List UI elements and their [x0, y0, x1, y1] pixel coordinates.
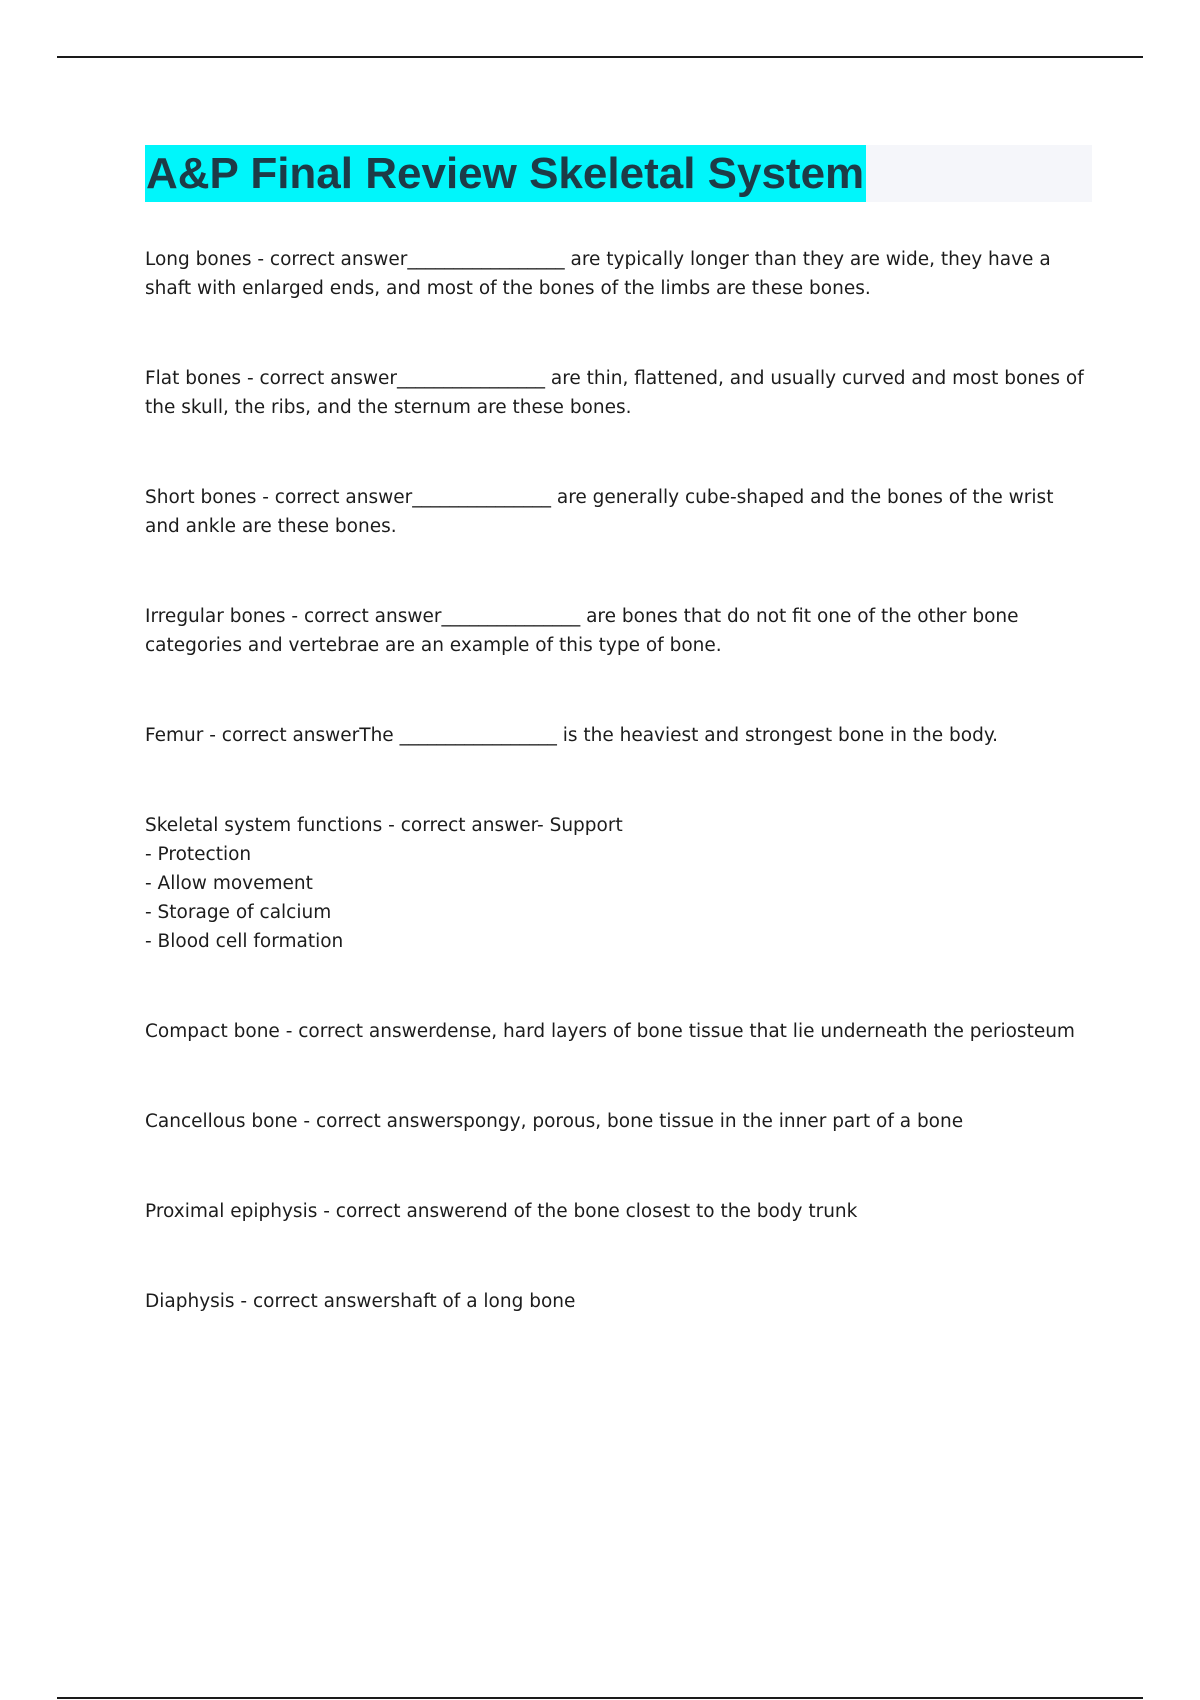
qa-entry-diaphysis [145, 1287, 1090, 1316]
entry-text: Long bones - correct answer_________________ are typically longer than they are wide, they have a shaft with enlarged ends, and most of the bones of the limbs are these bones. [145, 249, 1051, 299]
qa-entry-proximal-epiphysis [145, 1197, 1090, 1226]
entry-text: Diaphysis - correct answershaft of a long bone [145, 1291, 576, 1312]
function-item: - Protection [145, 844, 252, 865]
page-title: A&P Final Review Skeletal System [145, 145, 866, 202]
entry-text: Flat bones - correct answer________________ are thin, flattened, and usually curved and most bones of the skull, the ribs, and the sternum are these bones. [145, 368, 1084, 418]
qa-entry-femur [145, 721, 1090, 750]
qa-entry-cancellous-bone [145, 1107, 1090, 1136]
qa-entry-compact-bone [145, 1017, 1090, 1046]
functions-heading: Skeletal system functions - correct answer- Support [145, 815, 623, 836]
entry-text: Irregular bones - correct answer_______________ are bones that do not fit one of the other bone categories and vertebrae are an example of this type of bone. [145, 606, 1019, 656]
qa-entry-long-bones [145, 245, 1090, 303]
qa-entry-skeletal-functions [145, 811, 1090, 956]
footer-rule [57, 1697, 1143, 1699]
qa-entry-irregular-bones [145, 602, 1090, 660]
qa-entry-short-bones [145, 483, 1090, 541]
entry-text: Cancellous bone - correct answerspongy, porous, bone tissue in the inner part of a bone [145, 1111, 964, 1132]
entry-text: Short bones - correct answer_______________ are generally cube-shaped and the bones of the wrist and ankle are these bones. [145, 487, 1054, 537]
entry-text: Proximal epiphysis - correct answerend of the bone closest to the body trunk [145, 1201, 858, 1222]
document-body [145, 245, 1090, 1377]
function-item: - Storage of calcium [145, 902, 332, 923]
function-item: - Allow movement [145, 873, 313, 894]
entry-text: Compact bone - correct answerdense, hard layers of bone tissue that lie underneath the periosteum [145, 1021, 1075, 1042]
entry-text: Femur - correct answerThe _________________ is the heaviest and strongest bone in the body. [145, 725, 999, 746]
function-item: - Blood cell formation [145, 931, 344, 952]
qa-entry-flat-bones [145, 364, 1090, 422]
header-rule [57, 56, 1143, 58]
